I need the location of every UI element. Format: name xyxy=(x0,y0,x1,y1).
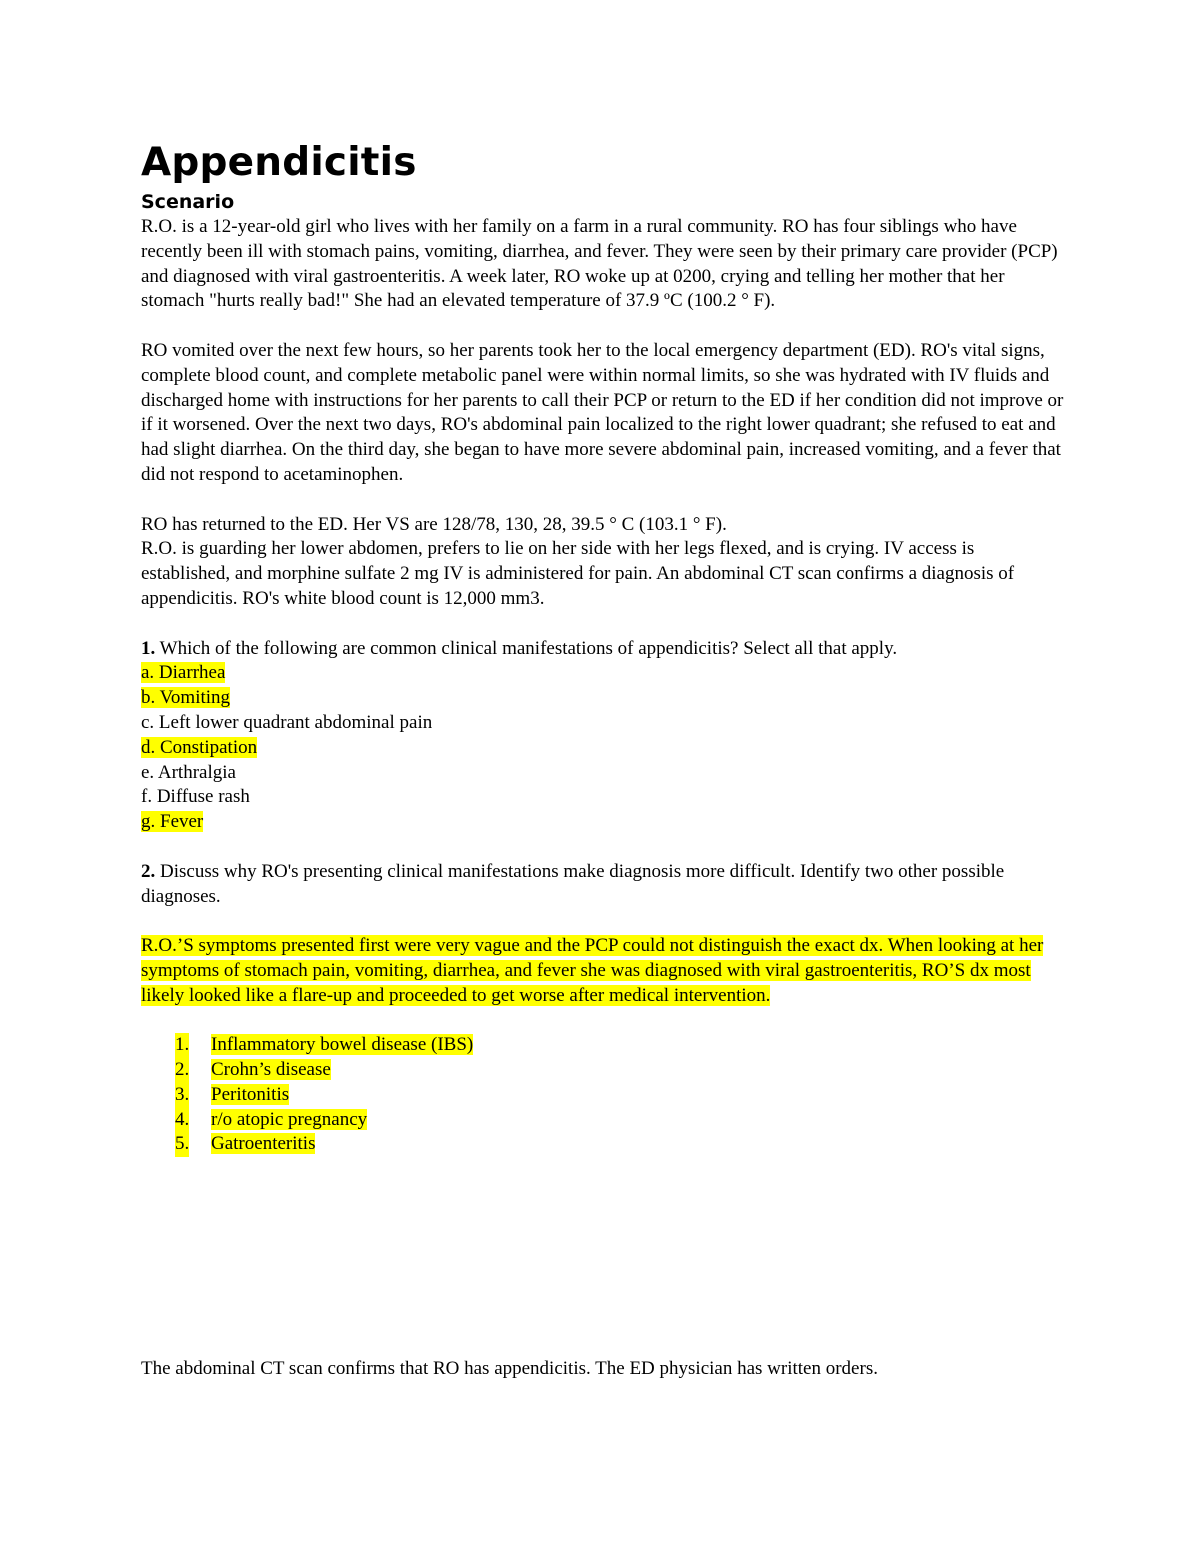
list-item-label: Crohn’s disease xyxy=(211,1059,331,1081)
possible-diagnoses-list xyxy=(141,1033,1066,1157)
list-item-number: 4. xyxy=(175,1108,189,1133)
option-e xyxy=(141,761,1066,786)
document-body xyxy=(141,137,1066,1157)
list-item-label: r/o atopic pregnancy xyxy=(211,1108,368,1130)
option-g-label: g. Fever xyxy=(141,811,204,833)
option-e-label: e. Arthralgia xyxy=(141,761,236,783)
section-heading-scenario: Scenario xyxy=(141,191,235,213)
question-2-answer xyxy=(141,934,1066,1008)
list-item-label: Gatroenteritis xyxy=(211,1133,316,1155)
option-d-label: d. Constipation xyxy=(141,736,258,758)
list-item-number: 5. xyxy=(175,1132,189,1157)
option-g xyxy=(141,810,1066,835)
option-f-label: f. Diffuse rash xyxy=(141,786,250,808)
list-item xyxy=(141,1108,1066,1133)
option-b-label: b. Vomiting xyxy=(141,687,231,709)
option-c-label: c. Left lower quadrant abdominal pain xyxy=(141,711,433,733)
question-2-text: Discuss why RO's presenting clinical manifestations make diagnosis more difficult. Identify two other possible diagnoses. xyxy=(141,860,1005,907)
question-1 xyxy=(141,637,1066,662)
list-item xyxy=(141,1058,1066,1083)
list-item xyxy=(141,1083,1066,1108)
scenario-vital-signs: RO has returned to the ED. Her VS are 128/78, 130, 28, 39.5 ° C (103.1 ° F). xyxy=(141,513,727,535)
option-a xyxy=(141,661,1066,686)
list-item-number: 2. xyxy=(175,1058,189,1083)
closing-paragraph: The abdominal CT scan confirms that RO has appendicitis. The ED physician has written orders. xyxy=(141,1358,878,1379)
question-2-answer-text: R.O.’S symptoms presented first were very vague and the PCP could not distinguish the exact dx. When looking at her symptoms of stomach pain, vomiting, diarrhea, and fever she was diagnosed with viral gastroenteritis, RO’S dx most likely looked like a flare-up and proceeded to get worse after medical intervention. xyxy=(141,935,1044,1006)
list-item-number: 1. xyxy=(175,1033,189,1058)
scenario-paragraph-2: RO vomited over the next few hours, so her parents took her to the local emergency department (ED). RO's vital signs, complete blood count, and complete metabolic panel were within normal limits, so she was hydrated with IV fluids and discharged home with instructions for her parents to call their PCP or return to the ED if her condition did not improve or if it worsened. Over the next two days, RO's abdominal pain localized to the right lower quadrant; she refused to eat and had slight diarrhea. On the third day, she began to have more severe abdominal pain, increased vomiting, and a fever that did not respond to acetaminophen. xyxy=(141,339,1064,485)
list-item xyxy=(141,1033,1066,1058)
scenario-paragraph-3: R.O. is guarding her lower abdomen, prefers to lie on her side with her legs flexed, and is crying. IV access is established, and morphine sulfate 2 mg IV is administered for pain. An abdominal CT scan confirms a diagnosis of appendicitis. RO's white blood count is 12,000 mm3. xyxy=(141,538,1015,609)
list-item-number: 3. xyxy=(175,1083,189,1108)
list-item-label: Inflammatory bowel disease (IBS) xyxy=(211,1034,474,1056)
list-item-label: Peritonitis xyxy=(211,1083,290,1105)
option-b xyxy=(141,686,1066,711)
list-item xyxy=(141,1132,1066,1157)
page-title: Appendicitis xyxy=(141,140,417,185)
option-c xyxy=(141,711,1066,736)
question-1-options xyxy=(141,661,1066,835)
question-2 xyxy=(141,860,1066,910)
option-f xyxy=(141,785,1066,810)
option-a-label: a. Diarrhea xyxy=(141,662,226,684)
scenario-paragraph-1: R.O. is a 12-year-old girl who lives with her family on a farm in a rural community. RO has four siblings who have recently been ill with stomach pains, vomiting, diarrhea, and fever. They were seen by their primary care provider (PCP) and diagnosed with viral gastroenteritis. A week later, RO woke up at 0200, crying and telling her mother that her stomach "hurts really bad!" She had an elevated temperature of 37.9 ºC (100.2 ° F). xyxy=(141,216,1058,312)
option-d xyxy=(141,736,1066,761)
question-1-number: 1. xyxy=(141,637,156,659)
question-1-text: Which of the following are common clinical manifestations of appendicitis? Select all that apply. xyxy=(155,637,898,659)
question-2-number: 2. xyxy=(141,860,156,882)
